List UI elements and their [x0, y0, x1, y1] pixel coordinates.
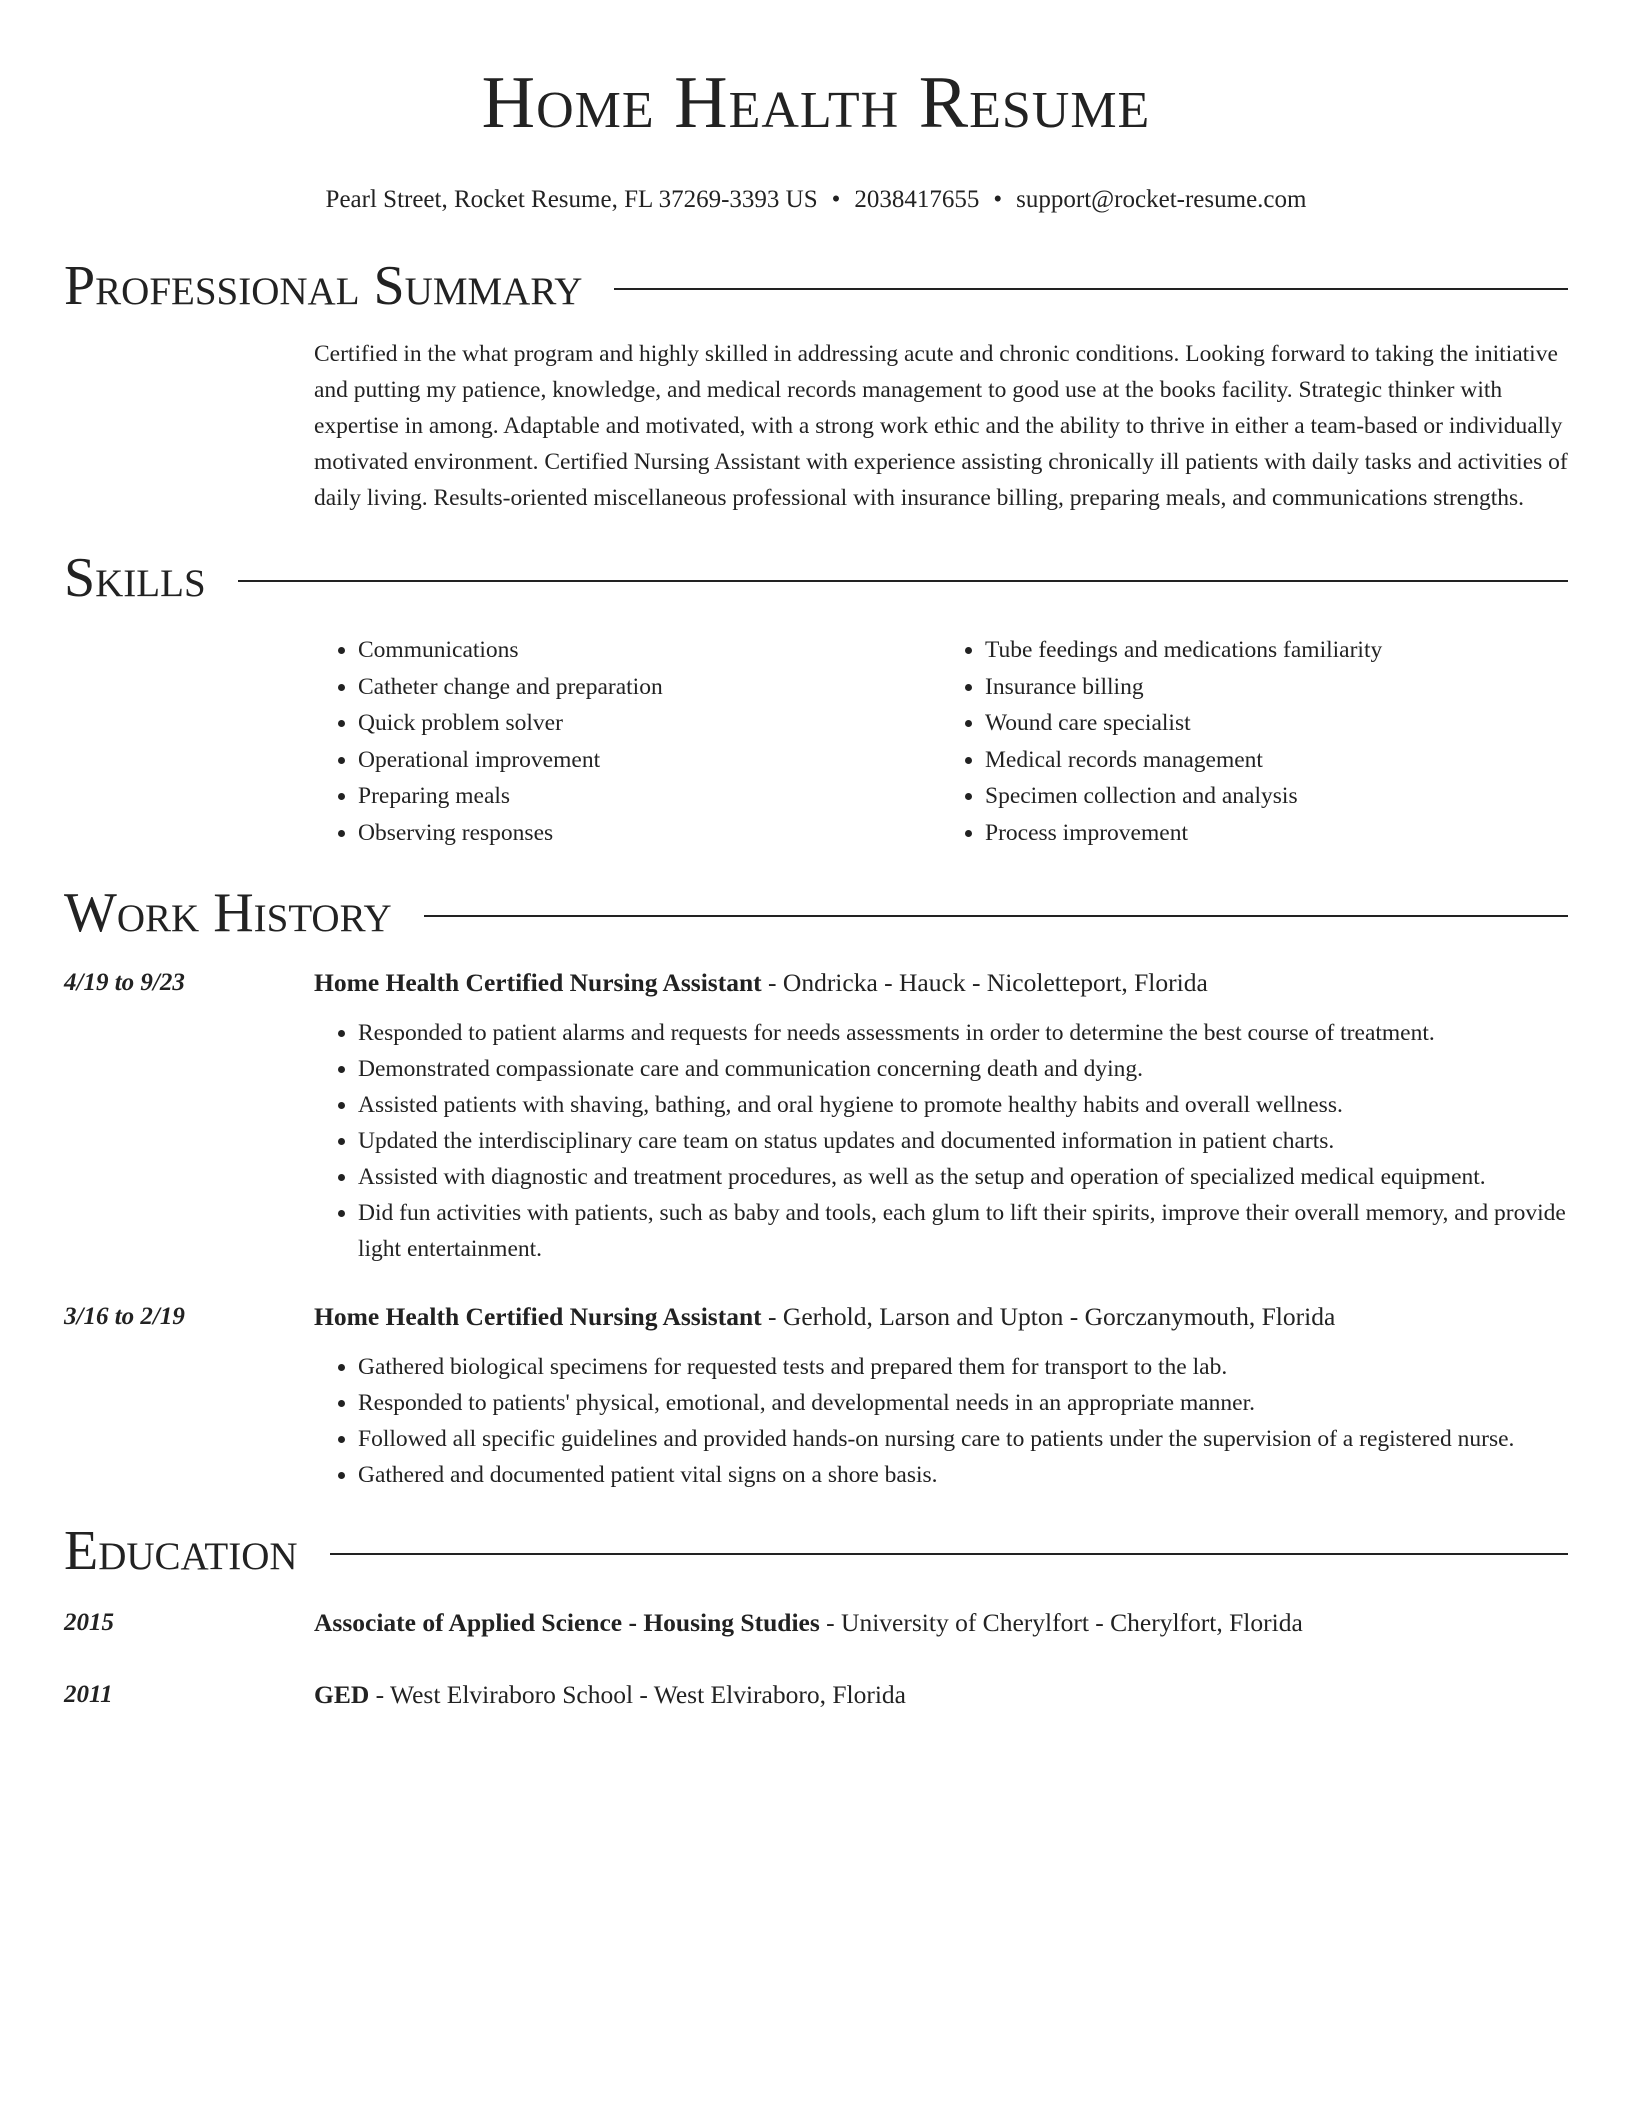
job-bullet: • Assisted with diagnostic and treatment procedures, as well as the setup and operation of specialized medical equipment. [358, 1159, 1568, 1195]
contact-email: support@rocket-resume.com [1016, 186, 1307, 213]
job-bullet: • Updated the interdisciplinary care team on status updates and documented information in patient charts. [358, 1123, 1568, 1159]
work-heading: Work History [64, 882, 392, 944]
skills-heading: Skills [64, 547, 206, 609]
skill-item: • Wound care specialist [985, 705, 1568, 742]
job-title-line [314, 1299, 1568, 1335]
job-entry [64, 965, 1568, 1267]
skill-item: • Communications [358, 632, 941, 669]
job-date: 4/19 to 9/23 [64, 969, 185, 996]
skill-item: • Quick problem solver [358, 705, 941, 742]
education-section-header [64, 1519, 1568, 1583]
section-divider [614, 288, 1568, 290]
job-body [314, 965, 1568, 1267]
job-bullet: • Responded to patient alarms and requests for needs assessments in order to determine the best course of treatment. [358, 1015, 1568, 1051]
job-bullet: • Assisted patients with shaving, bathing, and oral hygiene to promote healthy habits and overall wellness. [358, 1087, 1568, 1123]
contact-phone: 2038417655 [854, 186, 980, 213]
job-title-line [314, 965, 1568, 1001]
job-bullet: • Did fun activities with patients, such as baby and tools, each glum to lift their spirits, improve their overall memory, and provide light entertainment. [358, 1195, 1568, 1267]
skill-item: • Preparing meals [358, 778, 941, 815]
contact-separator: • [993, 186, 1003, 213]
skills-column-right [941, 632, 1568, 851]
education-heading: Education [64, 1520, 298, 1582]
education-entry [64, 1677, 1568, 1713]
contact-separator: • [831, 186, 841, 213]
job-bullets [314, 1015, 1568, 1267]
skill-item: • Observing responses [358, 815, 941, 852]
job-body [314, 1299, 1568, 1493]
education-date: 2011 [64, 1681, 113, 1708]
skills-list [314, 632, 1568, 851]
skill-item: • Catheter change and preparation [358, 669, 941, 706]
job-bullet: • Responded to patients' physical, emotional, and developmental needs in an appropriate manner. [358, 1385, 1568, 1421]
job-entry [64, 1299, 1568, 1493]
skill-item: • Specimen collection and analysis [985, 778, 1568, 815]
education-entry [64, 1605, 1568, 1641]
job-bullet: • Gathered and documented patient vital signs on a shore basis. [358, 1457, 1568, 1493]
job-employer: - Ondricka - Hauck - Nicoletteport, Florida [761, 968, 1208, 997]
contact-line [64, 184, 1568, 216]
job-bullets [314, 1349, 1568, 1493]
job-bullet: • Gathered biological specimens for requested tests and prepared them for transport to the lab. [358, 1349, 1568, 1385]
education-date: 2015 [64, 1609, 114, 1636]
education-line [314, 1677, 906, 1713]
section-divider [330, 1553, 1568, 1555]
skills-column-left [314, 632, 941, 851]
education-school: - University of Cherylfort - Cherylfort, Florida [819, 1608, 1303, 1637]
job-bullet: • Demonstrated compassionate care and communication concerning death and dying. [358, 1051, 1568, 1087]
summary-heading: Professional Summary [64, 255, 583, 317]
education-degree: Associate of Applied Science - Housing Studies [314, 1608, 820, 1637]
skill-item: • Operational improvement [358, 742, 941, 779]
skill-item: • Insurance billing [985, 669, 1568, 706]
summary-section-header [64, 254, 1568, 318]
summary-text: Certified in the what program and highly skilled in addressing acute and chronic conditions. Looking forward to taking the initiative and putting my patience, knowledge, and medical records management to good use at the books facility. Strategic thinker with expertise in among. Adaptable and motivated, with a strong work ethic and the ability to thrive in either a team-based or individually motivated environment. Certified Nursing Assistant with experience assisting chronically ill patients with daily tasks and activities of daily living. Results-oriented miscellaneous professional with insurance billing, preparing meals, and communications strengths. [314, 341, 1568, 511]
contact-address: Pearl Street, Rocket Resume, FL 37269-3393 US [325, 186, 818, 213]
resume-name: Home Health Resume [481, 62, 1151, 144]
work-section-header [64, 881, 1568, 945]
section-divider [424, 915, 1568, 917]
job-bullet: • Followed all specific guidelines and provided hands-on nursing care to patients under the supervision of a registered nurse. [358, 1421, 1568, 1457]
skills-section-header [64, 546, 1568, 610]
job-employer: - Gerhold, Larson and Upton - Gorczanymouth, Florida [761, 1302, 1336, 1331]
job-title: Home Health Certified Nursing Assistant [314, 968, 762, 997]
job-date: 3/16 to 2/19 [64, 1303, 185, 1330]
education-line [314, 1605, 1303, 1641]
skill-item: • Medical records management [985, 742, 1568, 779]
education-degree: GED [314, 1680, 370, 1709]
section-divider [238, 580, 1568, 582]
education-school: - West Elviraboro School - West Elviraboro, Florida [369, 1680, 906, 1709]
job-title: Home Health Certified Nursing Assistant [314, 1302, 762, 1331]
skill-item: • Process improvement [985, 815, 1568, 852]
skill-item: • Tube feedings and medications familiarity [985, 632, 1568, 669]
